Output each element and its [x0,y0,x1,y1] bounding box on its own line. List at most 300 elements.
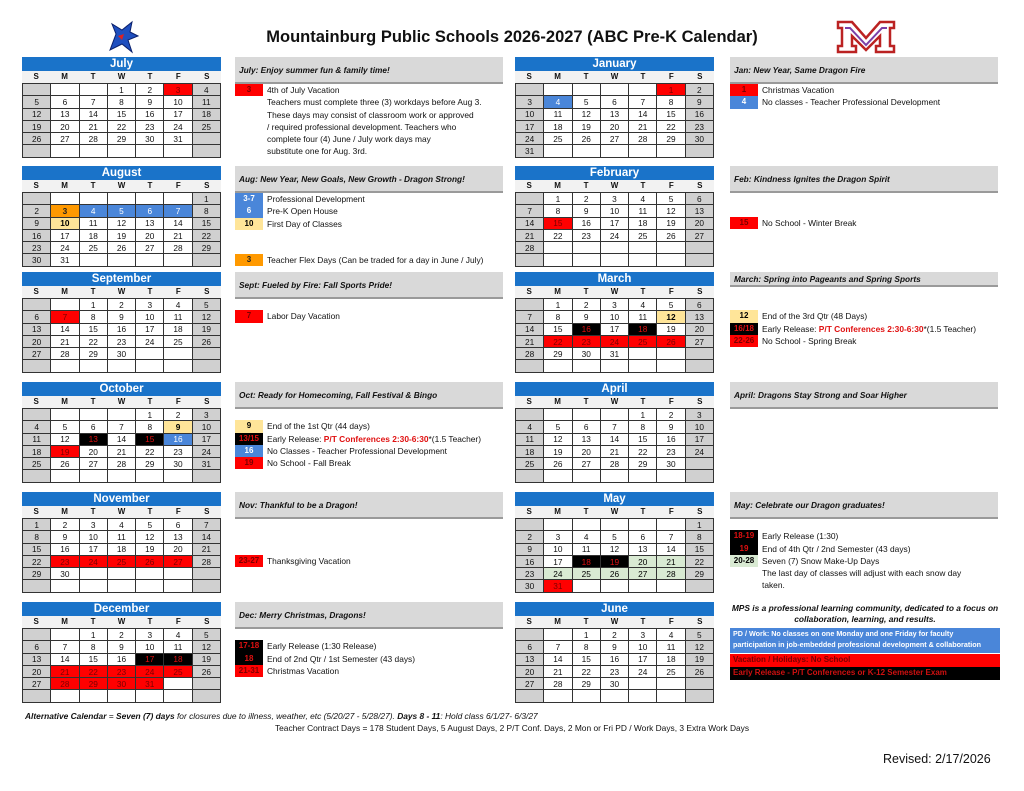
day-cell: 2 [600,629,628,641]
month-february [515,166,714,267]
weekday-header [515,616,714,628]
day-cell: 3 [79,519,107,531]
day-cell: 5 [107,205,135,217]
day-cell: 12 [685,641,713,653]
day-cell: 30 [657,458,685,470]
day-cell: 25 [657,665,685,677]
day-cell: 4 [164,629,192,641]
day-cell: 27 [600,133,628,145]
month-theme: Oct: Ready for Homecoming, Fall Festival & Bingo [235,382,503,409]
day-cell: 20 [23,335,51,347]
day-cell: 18 [572,555,600,567]
month-days-grid [515,83,714,158]
empty-day-cell [544,84,572,96]
day-cell: 11 [23,433,51,445]
day-cell: 21 [516,229,544,241]
day-cell: 17 [600,217,628,229]
weekday-header [515,506,714,518]
day-cell: 29 [685,568,713,580]
legend-text-main: Early Release: [762,323,819,334]
day-cell: 6 [23,641,51,653]
month-title: October [22,382,221,396]
day-cell: 26 [685,665,713,677]
day-cell: 23 [572,229,600,241]
day-cell: 18 [544,120,572,132]
legend-item [235,121,503,133]
day-cell: 21 [657,555,685,567]
weekday-label: M [61,507,68,516]
empty-day-cell [79,580,107,592]
key-early-release: Early Release - P/T Conferences or K-12 Semester Exam [730,667,1000,680]
day-cell: 4 [516,421,544,433]
day-cell: 28 [192,555,220,567]
legend-item [235,84,503,96]
empty-day-cell [164,470,192,482]
day-cell: 26 [657,335,685,347]
legend-badge: 20-28 [730,555,758,567]
empty-day-cell [516,409,544,421]
month-theme: Jan: New Year, Same Dragon Fire [730,57,998,84]
day-cell: 20 [685,323,713,335]
day-cell: 9 [572,205,600,217]
legend-text [267,84,339,96]
day-cell: 5 [136,519,164,531]
legend-badge: 7 [235,310,263,322]
day-cell: 26 [23,133,51,145]
day-cell: 14 [51,653,79,665]
day-cell: 24 [164,120,192,132]
legend-text [762,84,834,96]
day-cell: 28 [516,242,544,254]
weekday-label: T [90,287,96,296]
empty-day-cell [51,193,79,205]
day-cell: 12 [544,433,572,445]
day-cell: 22 [23,555,51,567]
day-cell: 17 [136,323,164,335]
legend-text [267,433,481,445]
empty-day-cell [516,690,544,702]
day-cell: 5 [657,193,685,205]
empty-day-cell [544,254,572,266]
weekday-label: S [33,181,39,190]
day-cell: 8 [79,311,107,323]
legend-text-main: Christmas Vacation [267,665,339,676]
month-theme: Aug: New Year, New Goals, New Growth - Dragon Strong! [235,166,503,193]
day-cell: 13 [51,108,79,120]
weekday-label: S [526,287,532,296]
empty-day-cell [629,145,657,157]
day-cell: 11 [544,108,572,120]
weekday-label: S [204,397,210,406]
day-cell: 21 [164,229,192,241]
legend-item [730,543,998,555]
day-cell: 8 [23,531,51,543]
day-cell: 30 [136,133,164,145]
month-title: April [515,382,714,396]
month-days-grid [515,298,714,373]
day-cell: 15 [629,433,657,445]
weekday-label: F [668,181,674,190]
month-december [22,602,221,703]
legend-badge [235,145,263,157]
legend-item [235,665,503,677]
weekday-label: M [554,507,561,516]
empty-day-cell [51,299,79,311]
weekday-header [22,71,221,83]
empty-day-cell [192,470,220,482]
day-cell: 17 [516,120,544,132]
day-cell: 2 [51,519,79,531]
day-cell: 6 [136,205,164,217]
legend-text [267,109,474,121]
legend-item [235,193,503,205]
month-title: November [22,492,221,506]
day-cell: 1 [657,84,685,96]
day-cell: 12 [51,433,79,445]
empty-day-cell [23,360,51,372]
day-cell: 15 [107,108,135,120]
legend-text-main: complete four (4) June / July work days may [267,134,431,145]
day-cell: 4 [629,193,657,205]
empty-day-cell [79,360,107,372]
empty-day-cell [107,568,135,580]
day-cell: 22 [79,665,107,677]
legend-item [730,335,998,347]
legend-item [235,205,503,217]
day-cell: 8 [685,531,713,543]
day-cell: 3 [136,629,164,641]
legend-badge [235,96,263,108]
day-cell: 4 [107,519,135,531]
legend-text-main: Professional Development [267,194,365,204]
m-logo-icon [836,18,896,54]
weekday-label: T [90,507,96,516]
weekday-label: T [147,181,153,190]
month-days-grid [22,518,221,593]
month-march [515,272,714,373]
day-cell: 19 [600,555,628,567]
empty-day-cell [51,409,79,421]
weekday-label: W [117,287,126,296]
empty-day-cell [51,84,79,96]
empty-day-cell [685,458,713,470]
legend-text-main: No School - Spring Break [762,335,857,346]
legend-badge [730,567,758,579]
day-cell: 4 [572,531,600,543]
weekday-label: S [33,617,39,626]
day-cell: 23 [657,445,685,457]
day-cell: 15 [657,108,685,120]
legend-badge: 22-26 [730,335,758,347]
legend-text [267,653,415,665]
empty-day-cell [107,690,135,702]
day-cell: 22 [107,120,135,132]
day-cell: 28 [107,458,135,470]
weekday-label: M [554,181,561,190]
day-cell: 2 [516,531,544,543]
weekday-label: W [117,397,126,406]
empty-day-cell [516,519,544,531]
empty-day-cell [136,145,164,157]
weekday-header [515,71,714,83]
legend-item [235,640,503,652]
day-cell: 5 [572,96,600,108]
day-cell: 29 [572,678,600,690]
empty-day-cell [51,470,79,482]
month-notes-july [235,57,503,158]
month-title: March [515,272,714,286]
weekday-label: W [610,72,619,81]
weekday-label: S [697,617,703,626]
day-cell: 16 [136,108,164,120]
day-cell: 31 [544,580,572,592]
weekday-header [515,180,714,192]
legend-text [267,218,342,230]
empty-day-cell [544,629,572,641]
month-notes-may [730,492,998,592]
day-cell: 10 [516,108,544,120]
day-cell: 17 [51,229,79,241]
empty-day-cell [657,580,685,592]
empty-day-cell [136,690,164,702]
day-cell: 9 [107,641,135,653]
empty-day-cell [516,193,544,205]
day-cell: 22 [136,445,164,457]
empty-day-cell [544,242,572,254]
legend-text [267,205,338,217]
weekday-label: F [175,181,181,190]
legend-text [267,121,456,133]
empty-day-cell [685,242,713,254]
legend-text [762,567,961,579]
empty-day-cell [192,580,220,592]
day-cell: 10 [51,217,79,229]
day-cell: 14 [164,217,192,229]
day-cell: 23 [572,335,600,347]
day-cell: 23 [164,445,192,457]
empty-day-cell [516,84,544,96]
day-cell: 28 [600,458,628,470]
day-cell: 18 [629,323,657,335]
day-cell: 13 [136,217,164,229]
legend-text [762,96,940,108]
day-cell: 12 [107,217,135,229]
empty-day-cell [629,360,657,372]
empty-day-cell [629,242,657,254]
day-cell: 2 [23,205,51,217]
legend-list [235,420,503,469]
weekday-label: M [61,617,68,626]
alt-label: Alternative Calendar [25,711,107,721]
day-cell: 19 [685,653,713,665]
month-notes-november [235,492,503,567]
weekday-label: S [697,72,703,81]
month-days-grid [22,628,221,703]
day-cell: 7 [164,205,192,217]
day-cell: 13 [164,531,192,543]
day-cell: 27 [136,242,164,254]
empty-day-cell [79,690,107,702]
day-cell: 15 [572,653,600,665]
day-cell: 25 [23,458,51,470]
legend-text-main: taken. [762,580,785,591]
weekday-label: T [90,397,96,406]
legend-text [267,133,431,145]
day-cell: 28 [516,348,544,360]
day-cell: 1 [629,409,657,421]
day-cell: 24 [192,445,220,457]
legend-badge: 12 [730,310,758,322]
day-cell: 16 [107,323,135,335]
day-cell: 21 [629,120,657,132]
day-cell: 4 [23,421,51,433]
weekday-label: T [583,287,589,296]
day-cell: 18 [107,543,135,555]
weekday-label: S [526,72,532,81]
day-cell: 16 [164,433,192,445]
empty-day-cell [685,580,713,592]
day-cell: 1 [79,629,107,641]
weekday-label: M [554,397,561,406]
legend-text-main: No School - Fall Break [267,458,351,469]
legend-badge: 9 [235,420,263,432]
empty-day-cell [107,360,135,372]
legend-badge: 3 [235,84,263,96]
month-theme: Dec: Merry Christmas, Dragons! [235,602,503,629]
month-theme: Feb: Kindness Ignites the Dragon Spirit [730,166,998,193]
day-cell: 11 [192,96,220,108]
legend-text-highlight: P/T Conferences 2:30-6:30 [323,433,429,444]
empty-day-cell [23,580,51,592]
empty-day-cell [23,193,51,205]
month-title: February [515,166,714,180]
day-cell: 21 [51,335,79,347]
day-cell: 2 [657,409,685,421]
empty-day-cell [657,360,685,372]
day-cell: 1 [192,193,220,205]
empty-day-cell [79,409,107,421]
legend-badge: 16 [235,445,263,457]
day-cell: 7 [516,205,544,217]
day-cell: 17 [192,433,220,445]
day-cell: 28 [79,133,107,145]
day-cell: 11 [107,531,135,543]
day-cell: 26 [572,133,600,145]
empty-day-cell [51,145,79,157]
day-cell: 10 [192,421,220,433]
day-cell: 19 [23,120,51,132]
day-cell: 14 [107,433,135,445]
empty-day-cell [629,690,657,702]
day-cell: 23 [136,120,164,132]
month-theme: Nov: Thankful to be a Dragon! [235,492,503,519]
legend-item [730,530,998,542]
month-days-grid [22,298,221,373]
day-cell: 6 [516,641,544,653]
day-cell: 22 [657,120,685,132]
day-cell: 2 [107,299,135,311]
empty-day-cell [572,242,600,254]
legend-text-main: Seven (7) Snow Make-Up Days [762,555,880,566]
month-november [22,492,221,593]
day-cell: 16 [657,433,685,445]
day-cell: 7 [51,641,79,653]
month-theme: April: Dragons Stay Strong and Soar Higher [730,382,998,409]
empty-day-cell [79,145,107,157]
day-cell: 18 [79,229,107,241]
weekday-label: T [147,397,153,406]
month-title: December [22,602,221,616]
legend-item [235,96,503,108]
legend-list [235,555,503,567]
legend-text [267,665,339,677]
day-cell: 19 [192,653,220,665]
day-cell: 14 [79,108,107,120]
day-cell: 2 [164,409,192,421]
month-theme: July: Enjoy summer fun & family time! [235,57,503,84]
day-cell: 7 [600,421,628,433]
key-vacation: Vacation / Holidays: No School [730,654,1000,667]
weekday-label: T [640,72,646,81]
empty-day-cell [657,348,685,360]
day-cell: 4 [164,299,192,311]
empty-day-cell [23,470,51,482]
day-cell: 20 [79,445,107,457]
legend-text-main: End of 2nd Qtr / 1st Semester (43 days) [267,653,416,664]
weekday-label: T [90,72,96,81]
legend-text-highlight: P/T Conferences 2:30-6:30 [818,323,924,334]
legend-text [267,640,376,652]
empty-day-cell [629,678,657,690]
month-july [22,57,221,158]
legend-item [730,555,998,567]
weekday-label: T [147,287,153,296]
day-cell: 28 [544,678,572,690]
weekday-label: F [175,72,181,81]
day-cell: 28 [657,568,685,580]
month-notes-october [235,382,503,469]
day-cell: 9 [23,217,51,229]
empty-day-cell [544,690,572,702]
empty-day-cell [685,254,713,266]
weekday-label: M [61,72,68,81]
day-cell: 8 [107,96,135,108]
day-cell: 23 [516,568,544,580]
weekday-label: W [610,507,619,516]
day-cell: 13 [600,108,628,120]
day-cell: 20 [685,217,713,229]
empty-day-cell [685,678,713,690]
day-cell: 18 [516,445,544,457]
weekday-label: F [668,397,674,406]
weekday-label: F [668,617,674,626]
weekday-label: S [697,181,703,190]
day-cell: 21 [107,445,135,457]
day-cell: 12 [192,641,220,653]
day-cell: 9 [516,543,544,555]
weekday-header [22,286,221,298]
day-cell: 5 [192,299,220,311]
legend-badge: 15 [730,217,758,229]
day-cell: 8 [136,421,164,433]
empty-day-cell [629,580,657,592]
empty-day-cell [192,360,220,372]
day-cell: 3 [51,205,79,217]
empty-day-cell [192,254,220,266]
legend-badge: 21-31 [235,665,263,677]
legend-list [730,530,998,591]
day-cell: 13 [79,433,107,445]
